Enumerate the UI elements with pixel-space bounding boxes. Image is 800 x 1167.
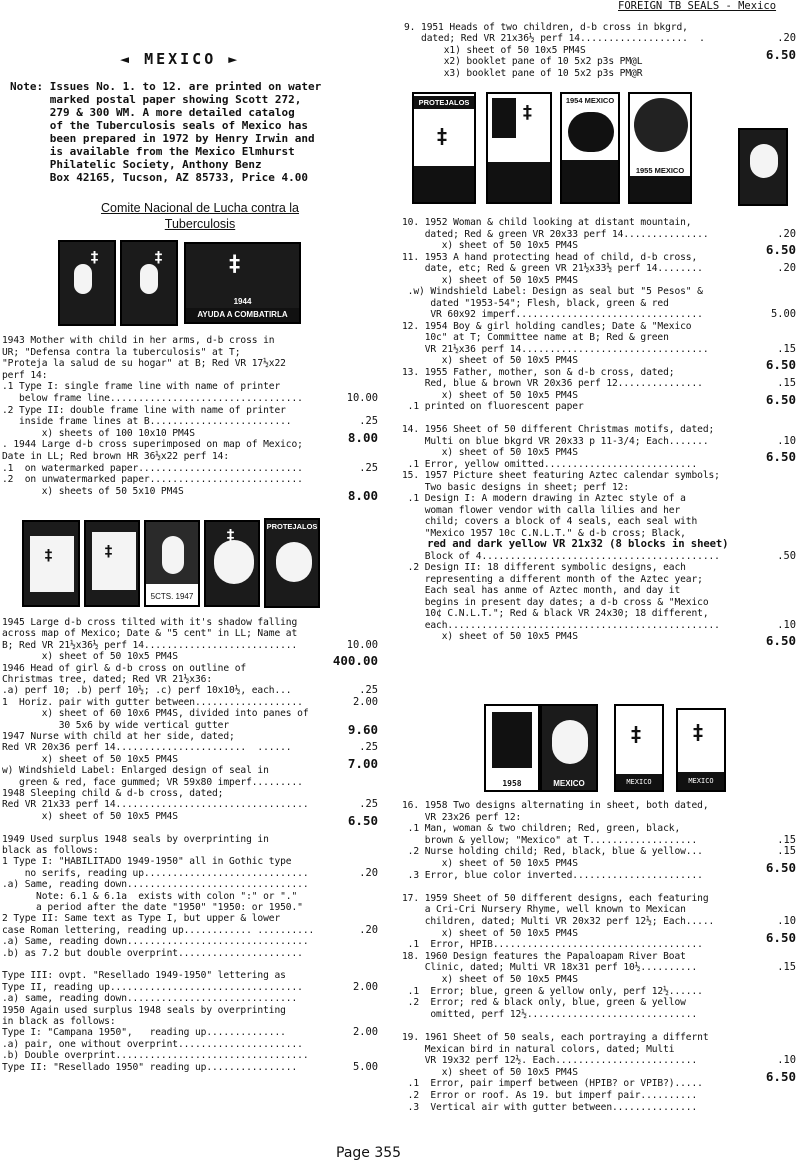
item-price: .25: [359, 461, 378, 474]
catalog-line: in black as follows:: [2, 1016, 116, 1027]
note-line: of the Tuberculosis seals of Mexico has: [10, 119, 309, 132]
catalog-line: x) sheet of 50 10x5 PM4S: [402, 240, 578, 251]
catalog-line: Red VR 20x36 perf 14....................... ......: [2, 742, 292, 754]
catalog-line: 1 Horiz. pair with gutter between...................: [2, 696, 303, 708]
catalog-line: .1 printed on fluorescent paper: [402, 401, 584, 412]
catalog-line: .2 on unwatermarked paper...........................: [2, 474, 303, 486]
catalog-line: 1943 Mother with child in her arms, d-b cross in: [2, 335, 275, 346]
note-line: marked postal paper showing Scott 272,: [10, 93, 302, 106]
catalog-line: VR 19x32 perf 12½. Each.........................: [402, 1055, 698, 1067]
catalog-line: .2 Design II: 18 different symbolic designs, each: [402, 562, 686, 573]
catalog-line: woman flower vendor with calla lilies and her: [402, 504, 681, 516]
catalog-line: x) sheet of 50 10x5 PM4S: [402, 389, 578, 401]
catalog-line: w) Windshield Label: Enlarged design of seal in: [2, 765, 269, 777]
note-line: Note: Issues No. 1. to 12. are printed on water: [10, 80, 322, 93]
catalog-line: "Mexico 1957 10c C.N.L.T." & d-b cross; Black,: [402, 527, 686, 539]
stamp-1959-label: MEXICO: [616, 774, 662, 790]
catalog-line: x) sheet of 50 10x5 PM4S: [2, 810, 178, 822]
catalog-line: .1 Man, woman & two children; Red, green, black,: [402, 823, 681, 835]
catalog-line: 1946 Head of girl & d-b cross on outline of: [2, 662, 247, 674]
page-number: Page 355: [336, 1145, 402, 1161]
stamp-image-1953: [560, 92, 620, 204]
catalog-line: 17. 1959 Sheet of 50 different designs, each featuring: [402, 892, 709, 904]
catalog-line: .a) pair, one without overprint......................: [2, 1038, 303, 1050]
catalog-line: 1950 Again used surplus 1948 seals by overprinting: [2, 1004, 286, 1016]
stamp-image-1947: [144, 520, 200, 607]
stamp-1944-slogan: AYUDA A COMBATIRLA: [186, 308, 299, 322]
catalog-line: Type III: ovpt. "Resellado 1949-1950" lettering as: [2, 970, 286, 982]
catalog-line: .a) Same, reading down................................: [2, 936, 309, 948]
catalog-line: VR 21½x36 perf 14.................................: [402, 343, 709, 355]
stamp-image-1943a: ‡: [58, 240, 116, 326]
catalog-line: "Proteja la salud de su hogar" at B; Red VR 17½x22: [2, 358, 286, 370]
stamp-image-1958a: [484, 704, 540, 792]
catalog-line: Each seal has anme of Aztec month, and day it: [402, 585, 681, 596]
stamp-image-1958b: [540, 704, 598, 792]
catalog-line: begins in present day dates; a d-b cross & "Mexico: [402, 596, 709, 608]
catalog-line: representing a different month of the Aztec year;: [402, 573, 703, 585]
stamp-protejalos-label: PROTEJALOS: [266, 522, 318, 531]
catalog-line: 14. 1956 Sheet of 50 different Christmas motifs, dated;: [402, 424, 715, 435]
stamp-image-1944-map: ‡: [22, 520, 80, 607]
catalog-line: Two basic designs in sheet; perf 12:: [402, 481, 630, 493]
left-arrow-icon: ◄: [120, 50, 145, 68]
catalog-line: Multi on blue bkgrd VR 20x33 p 11-3/4; Each.......: [402, 435, 709, 447]
stamp-image-1943b: ‡: [120, 240, 178, 326]
catalog-line: .a) perf 10; .b) perf 10½; .c) perf 10x10½, each...: [2, 685, 292, 697]
catalog-line: .2 Error or roof. As 19. but imperf pair..........: [402, 1090, 698, 1101]
catalog-line: x) sheet of 50 10x5 PM4S: [2, 651, 178, 663]
catalog-line: x) sheet of 50 10x5 PM4S: [402, 355, 578, 366]
item-price: 2.00: [352, 1026, 378, 1039]
item-price: .10: [777, 618, 796, 631]
catalog-line: x) sheets of 100 10x10 PM4S: [2, 427, 195, 439]
catalog-line: x) sheet of 50 10x5 PM4S: [402, 858, 578, 869]
catalog-line: Christmas tree, dated; Red VR 21½x36:: [2, 674, 213, 685]
sheet-price: 8.00: [347, 487, 378, 503]
catalog-line: .1 Error, pair imperf between (HPIB? or VPIB?).....: [402, 1078, 703, 1090]
catalog-line: dated; Red & green VR 20x33 perf 14...............: [402, 228, 709, 240]
catalog-line: 1948 Sleeping child & d-b cross, dated;: [2, 788, 224, 799]
item-price: 10.00: [346, 392, 378, 404]
catalog-line: Date in LL; Red brown HR 36½x22 perf 14:: [2, 451, 230, 462]
catalog-line: .1 on watermarked paper.............................: [2, 462, 303, 474]
stamp-image-1945: ‡: [84, 520, 140, 607]
catalog-line: UR; "Defensa contra la tuberculosis" at T;: [2, 346, 241, 358]
catalog-line: dated; Red VR 21x36½ perf 14................... .: [404, 33, 705, 45]
catalog-line: Mexican bird in natural colors, dated; Multi: [402, 1043, 675, 1055]
catalog-line: 11. 1953 A hand protecting head of child, d-b cross,: [402, 251, 698, 263]
catalog-line: x) sheet of 50 10x5 PM4S: [402, 1066, 578, 1078]
catalog-line: .a) Same, reading down................................: [2, 879, 309, 891]
catalog-line: Red VR 21x33 perf 14..................................: [2, 799, 309, 811]
sheet-price: 6.50: [347, 812, 378, 828]
item-price: .15: [777, 342, 796, 355]
catalog-line: 10. 1952 Woman & child looking at distant mountain,: [402, 217, 692, 228]
catalog-line: below frame line..................................: [2, 393, 303, 404]
catalog-line: 2 Type II: Same text as Type I, but upper & lower: [2, 913, 281, 925]
right-arrow-icon: ►: [216, 50, 241, 68]
catalog-line: x) sheet of 50 10x5 PM4S: [402, 447, 578, 458]
catalog-line: children, dated; Multi VR 20x32 perf 12½; Each.....: [402, 916, 715, 927]
catalog-line: no serifs, reading up.............................: [2, 867, 309, 879]
sheet-price: 6.50: [765, 391, 796, 407]
item-price: .15: [777, 377, 796, 389]
catalog-line: dated "1953-54"; Flesh, black, green & red: [402, 297, 669, 309]
catalog-line: inside frame lines at B.........................: [2, 416, 292, 428]
catalog-line: a period after the date "1950" "1950: or 1950.": [2, 902, 303, 913]
sheet-price: 6.50: [765, 357, 796, 372]
sheet-price: 6.50: [765, 633, 796, 648]
item-price: .15: [777, 833, 796, 846]
sheet-price: 8.00: [347, 429, 378, 445]
catalog-line: perf 14:: [2, 369, 48, 381]
catalog-line: .2 Nurse holding child; Red, black, blue & yellow...: [402, 846, 703, 858]
catalog-line: .1 Error; blue, green & yellow only, perf 12½......: [402, 985, 703, 997]
catalog-line: Type I: "Campana 1950", reading up..............: [2, 1027, 286, 1039]
catalog-line: x2) booklet pane of 10 5x2 p3s PM@L: [404, 56, 643, 68]
note-line: is available from the Mexico Elmhurst: [10, 145, 295, 158]
item-price: 2.00: [352, 695, 378, 708]
stamp-image-protejalos: [264, 518, 320, 608]
catalog-line: 16. 1958 Two designs alternating in sheet, both dated,: [402, 800, 709, 811]
catalog-line: x1) sheet of 50 10x5 PM4S: [404, 44, 586, 56]
stamp-image-1960: ‡ MEXICO: [676, 708, 726, 792]
stamp-image-1959: ‡ MEXICO: [614, 704, 664, 792]
item-price: .25: [359, 684, 378, 697]
catalog-line: .a) same, reading down..............................: [2, 993, 298, 1005]
note-line: 279 & 300 WM. A more detailed catalog: [10, 106, 295, 119]
committee-heading: [50, 200, 350, 232]
catalog-line: Note: 6.1 & 6.1a exists with colon ":" or ".": [2, 890, 298, 902]
catalog-line: .b) as 7.2 but double overprint......................: [2, 947, 303, 959]
item-price: 5.00: [770, 308, 796, 320]
item-price: .10: [777, 915, 796, 927]
catalog-line: .1 Design I: A modern drawing in Aztec style of a: [402, 493, 686, 504]
catalog-line: across map of Mexico; Date & "5 cent" in LL; Name at: [2, 628, 298, 640]
catalog-line: 10c" at T; Committee name at B; Red & green: [402, 332, 669, 343]
catalog-line: VR 60x92 imperf.................................: [402, 309, 703, 320]
catalog-line: 10¢ C.N.L.T."; Red & black VR 24x30; 18 different,: [402, 608, 709, 619]
sheet-price: 6.50: [765, 449, 796, 464]
intro-note: [10, 80, 321, 184]
item-price: .20: [777, 32, 796, 45]
sheet-price: 6.50: [765, 1068, 796, 1084]
catalog-line: child; covers a block of 4 seals, each seal with: [402, 516, 698, 527]
catalog-line: x) sheet of 60 10x6 PM4S, divided into panes of: [2, 708, 309, 720]
catalog-line: . 1944 Large d-b cross superimposed on map of Mexico;: [2, 439, 303, 451]
catalog-line: x) sheets of 50 5x10 PM4S: [2, 485, 184, 497]
item-price: .15: [777, 845, 796, 858]
catalog-line: x) sheet of 50 10x5 PM4S: [402, 631, 578, 642]
catalog-line: x3) booklet pane of 10 5x2 p3s PM@R: [404, 67, 643, 79]
running-title: FOREIGN TB SEALS - Mexico: [618, 0, 777, 12]
sheet-price: 9.60: [347, 721, 378, 737]
stamp-image-1944: ‡ 1944 AYUDA A COMBATIRLA: [184, 242, 301, 324]
sheet-price: 7.00: [347, 755, 378, 771]
stamp-image-1951: PROTEJALOS ‡: [412, 92, 476, 204]
stamp-1947-caption: 5CTS. 1947: [150, 592, 194, 601]
catalog-line: .1 Type I: single frame line with name of printer: [2, 381, 281, 393]
catalog-line: .b) Double overprint..................................: [2, 1050, 309, 1062]
catalog-line: 1949 Used surplus 1948 seals by overprinting in: [2, 833, 269, 845]
catalog-line: .2 Error; red & black only, blue, green & yellow: [402, 997, 686, 1009]
item-price: .20: [359, 866, 378, 879]
catalog-line: 1947 Nurse with child at her side, dated;: [2, 731, 235, 742]
stamp-1960-label: MEXICO: [678, 772, 724, 790]
catalog-line: 1945 Large d-b cross tilted with it's shadow falling: [2, 617, 298, 628]
item-price: 10.00: [346, 638, 378, 651]
page-title: ◄ MEXICO ►: [120, 50, 241, 68]
item-price: .10: [777, 1054, 796, 1067]
stamp-image-1955: [628, 92, 692, 204]
sheet-price: 6.50: [765, 860, 796, 875]
catalog-line: 9. 1951 Heads of two children, d-b cross in bkgrd,: [404, 22, 688, 33]
catalog-line: 13. 1955 Father, mother, son & d-b cross, dated;: [402, 366, 675, 378]
note-line: Philatelic Society, Anthony Benz: [10, 158, 262, 171]
stamp-image-1948: ‡: [204, 520, 260, 607]
catalog-line: VR 23x26 perf 12:: [402, 811, 522, 823]
catalog-line: 15. 1957 Picture sheet featuring Aztec calendar symbols;: [402, 470, 720, 481]
stamp-1944-caption: 1944: [233, 297, 252, 306]
catalog-line: 1 Type I: "HABILITADO 1949-1950" all in Gothic type: [2, 856, 292, 868]
item-price: .25: [359, 415, 378, 428]
stamp-1954-label: 1954 MEXICO: [565, 96, 615, 105]
catalog-line: B; Red VR 21½x36½ perf 14...........................: [2, 639, 298, 651]
item-price: .25: [359, 798, 378, 811]
stamp-image-1956: [738, 128, 788, 206]
catalog-line: red and dark yellow VR 21x32 (8 blocks in sheet): [402, 538, 729, 550]
note-line: been prepared in 1972 by Henry Irwin and: [10, 132, 315, 145]
catalog-line: brown & yellow; "Mexico" at T...................: [402, 834, 698, 846]
catalog-line: .1 Error, HPIB.....................................: [402, 939, 703, 951]
catalog-line: Type II: "Resellado 1950" reading up................: [2, 1061, 298, 1073]
catalog-line: case Roman lettering, reading up............ ..........: [2, 924, 315, 936]
item-price: .50: [777, 549, 796, 562]
catalog-line: Type II, reading up..................................: [2, 981, 303, 993]
catalog-line: x) sheet of 50 10x5 PM4S: [402, 974, 578, 985]
committee-heading-line-1: Comite Nacional de Lucha contra la: [100, 201, 300, 215]
catalog-line: green & red, face gummed; VR 59x80 imperf.........: [2, 776, 303, 788]
stamp-image-1952: ‡: [486, 92, 552, 204]
catalog-line: 18. 1960 Design features the Papaloapam River Boat: [402, 950, 686, 962]
catalog-line: Clinic, dated; Multi VR 18x31 perf 10½..........: [402, 962, 698, 974]
catalog-line: .2 Type II: double frame line with name of printer: [2, 404, 286, 416]
stamp-1958-label: 1958: [502, 779, 522, 788]
item-price: .15: [777, 961, 796, 974]
catalog-line: .3 Vertical air with gutter between...............: [402, 1101, 698, 1113]
catalog-line: x) sheet of 50 10x5 PM4S: [402, 927, 578, 939]
catalog-line: 19. 1961 Sheet of 50 seals, each portraying a differnt: [402, 1032, 709, 1043]
catalog-line: date, etc; Red & green VR 21½x33½ perf 14........: [402, 263, 703, 274]
catalog-line: Red, blue & brown VR 20x36 perf 12...............: [402, 378, 703, 389]
catalog-line: .w) Windshield Label: Design as seal but "5 Pesos" &: [402, 286, 703, 297]
catalog-line: 30 5x6 by wide vertical gutter: [2, 719, 230, 731]
item-price: .25: [359, 741, 378, 754]
sheet-price: 6.50: [765, 242, 796, 257]
stamp-1958b-label: MEXICO: [553, 779, 585, 788]
sheet-price: 400.00: [332, 653, 378, 669]
catalog-line: Block of 4..........................................: [402, 550, 720, 562]
sheet-price: 6.50: [765, 929, 796, 945]
catalog-line: omitted, perf 12½..............................: [402, 1008, 698, 1020]
committee-heading-line-2: Tuberculosis: [164, 217, 236, 231]
item-price: .20: [777, 227, 796, 240]
stamp-1955-label: 1955 MEXICO: [635, 166, 685, 175]
item-price: .20: [777, 262, 796, 274]
catalog-line: 12. 1954 Boy & girl holding candles; Date & "Mexico: [402, 320, 692, 332]
item-price: .10: [777, 434, 796, 447]
catalog-line: .1 Error, yellow omitted...........................: [402, 458, 698, 470]
catalog-line: each................................................: [402, 619, 720, 631]
catalog-line: x) sheet of 50 10x5 PM4S: [2, 753, 178, 765]
note-line: Box 42165, Tucson, AZ 85733, Price 4.00: [10, 171, 309, 184]
item-price: 5.00: [352, 1060, 378, 1073]
catalog-line: x) sheet of 50 10x5 PM4S: [402, 274, 578, 286]
catalog-line: .3 Error, blue color inverted.......................: [402, 869, 703, 881]
stamp-1951-label: PROTEJALOS: [414, 96, 474, 109]
catalog-line: black as follows:: [2, 845, 99, 856]
catalog-line: a Cri-Cri Nursery Rhyme, well known to Mexican: [402, 904, 686, 916]
item-price: .20: [359, 923, 378, 936]
item-price: 2.00: [352, 980, 378, 993]
sheet-price: 6.50: [765, 46, 796, 62]
